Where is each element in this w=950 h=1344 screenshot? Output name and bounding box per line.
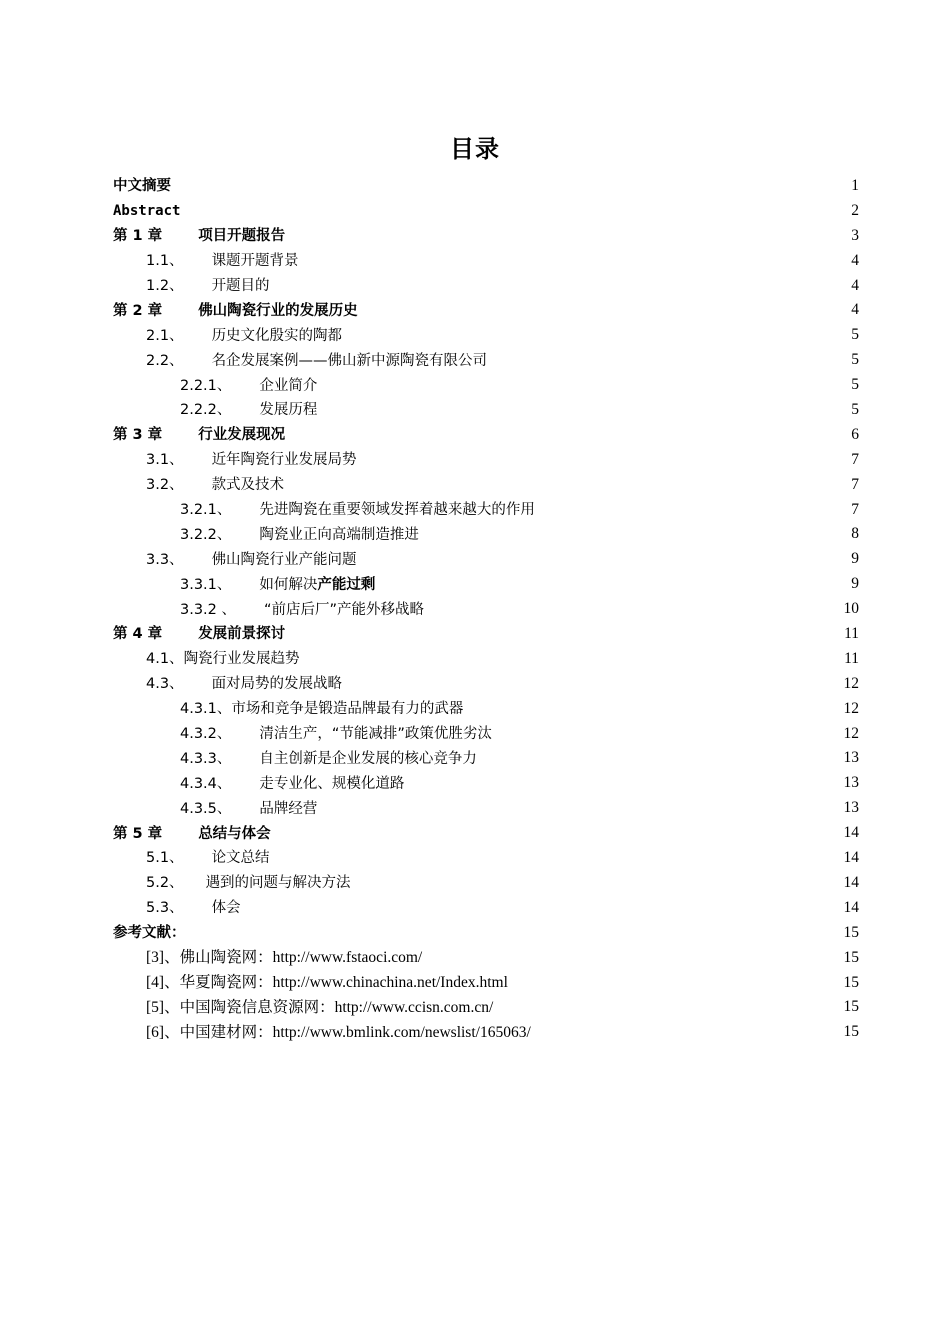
toc-entry-label: [6]、中国建材网：http://www.bmlink.com/newslist/165063/ <box>146 1023 531 1041</box>
toc-entry-label: 清洁生产，“节能减排”政策优胜劣汰 <box>259 726 492 743</box>
toc-entry-page-number: 10 <box>843 600 859 618</box>
toc-entry-number: 1.1、 <box>146 253 184 270</box>
toc-entry[interactable] <box>113 473 861 498</box>
toc-entry-page-number: 5 <box>851 326 859 344</box>
toc-entry-label: 历史文化殷实的陶都 <box>211 327 343 344</box>
toc-entry-label: 发展历程 <box>259 402 318 419</box>
toc-entry-page-number: 3 <box>851 226 859 244</box>
toc-entry[interactable] <box>113 946 861 971</box>
toc-entry-label: 市场和竞争是锻造品牌最有力的武器 <box>231 701 464 718</box>
toc-entry[interactable] <box>113 971 861 996</box>
toc-entry-number: 3.3.2 、 <box>180 601 237 618</box>
toc-entry-page-number: 12 <box>843 699 859 717</box>
toc-entry-page-number: 13 <box>843 749 859 767</box>
toc-entry-number: 第 5 章 <box>113 825 163 842</box>
toc-entry-label: 遇到的问题与解决方法 <box>205 875 351 892</box>
toc-list <box>113 174 861 1045</box>
toc-entry[interactable] <box>113 697 861 722</box>
toc-entry-number: 4.3、 <box>146 676 184 693</box>
toc-entry-number: 4.3.2、 <box>180 726 232 743</box>
toc-entry-page-number: 15 <box>843 998 859 1016</box>
toc-entry-page-number: 6 <box>851 425 859 443</box>
toc-entry-page-number: 11 <box>844 649 859 667</box>
toc-entry-page-number: 5 <box>851 351 859 369</box>
toc-entry-page-number: 13 <box>843 774 859 792</box>
toc-entry-text <box>146 324 342 348</box>
toc-entry-page-number: 12 <box>843 674 859 692</box>
toc-entry-text <box>180 797 317 821</box>
toc-title: 目录 <box>450 135 500 163</box>
toc-entry-page-number: 11 <box>844 625 859 643</box>
toc-entry-text <box>180 772 404 796</box>
toc-entry-text <box>180 573 375 597</box>
toc-entry-number: 2.1、 <box>146 327 184 344</box>
toc-entry-text <box>146 274 270 298</box>
toc-entry[interactable] <box>113 348 861 373</box>
toc-entry-text <box>180 722 492 746</box>
toc-entry[interactable] <box>113 398 861 423</box>
toc-entry-text <box>180 598 424 622</box>
toc-entry-label: 佛山陶瓷行业产能问题 <box>211 551 357 568</box>
toc-entry[interactable] <box>113 821 861 846</box>
toc-entry-page-number: 14 <box>843 873 859 891</box>
toc-entry-label-emphasis: 产能过剩 <box>317 576 376 593</box>
toc-entry-number: 4.3.4、 <box>180 775 232 792</box>
toc-entry-text <box>180 523 419 547</box>
toc-entry[interactable] <box>113 522 861 547</box>
toc-entry-page-number: 1 <box>851 177 859 194</box>
toc-entry-text <box>146 871 351 895</box>
toc-entry[interactable] <box>113 622 861 647</box>
toc-entry[interactable] <box>113 746 861 771</box>
toc-entry-label: “前店后厂”产能外移战略 <box>264 601 425 618</box>
toc-entry-label: 近年陶瓷行业发展局势 <box>211 452 357 469</box>
toc-entry[interactable] <box>113 298 861 323</box>
toc-entry-number: 2.2、 <box>146 352 184 369</box>
toc-entry-page-number: 13 <box>843 799 859 817</box>
toc-entry[interactable] <box>113 1020 861 1045</box>
toc-entry-page-number: 7 <box>851 500 859 518</box>
toc-entry-label: 项目开题报告 <box>198 228 286 245</box>
toc-entry-number: 3.1、 <box>146 452 184 469</box>
toc-entry-label: 名企发展案例——佛山新中源陶瓷有限公司 <box>211 352 488 369</box>
toc-entry-text <box>146 971 508 995</box>
toc-entry-label: [5]、中国陶瓷信息资源网：http://www.ccisn.com.cn/ <box>146 998 494 1016</box>
toc-entry[interactable] <box>113 224 861 249</box>
toc-entry-number: 3.2、 <box>146 477 184 494</box>
toc-entry-page-number: 15 <box>843 948 859 966</box>
toc-entry-label: [4]、华夏陶瓷网：http://www.chinachina.net/Index.html <box>146 973 508 991</box>
toc-entry-text <box>146 647 300 671</box>
toc-entry[interactable] <box>113 174 861 199</box>
toc-entry-text <box>113 299 358 323</box>
toc-entry-label: 如何解决 <box>259 576 318 593</box>
toc-entry[interactable] <box>113 921 861 946</box>
toc-entry-text <box>146 473 284 497</box>
toc-entry-page-number: 4 <box>851 276 859 294</box>
toc-entry-text <box>146 448 357 472</box>
toc-entry-number: 4.3.3、 <box>180 750 232 767</box>
toc-entry-label: 款式及技术 <box>211 477 285 494</box>
toc-entry-number: 3.2.2、 <box>180 526 232 543</box>
toc-entry-label: 参考文献： <box>113 925 186 942</box>
toc-entry[interactable] <box>113 547 861 572</box>
toc-entry-label: 品牌经营 <box>259 800 318 817</box>
toc-entry[interactable] <box>113 896 861 921</box>
toc-entry-text <box>146 548 357 572</box>
toc-entry-text <box>180 398 317 422</box>
toc-entry[interactable] <box>113 199 861 224</box>
toc-entry-number: 第 2 章 <box>113 302 163 319</box>
toc-entry-page-number: 2 <box>851 201 859 219</box>
toc-entry-number: 2.2.2、 <box>180 402 232 419</box>
toc-entry-label: 发展前景探讨 <box>198 626 286 643</box>
toc-entry-label: 面对局势的发展战略 <box>211 676 343 693</box>
toc-entry-label: 陶瓷行业发展趋势 <box>183 651 300 668</box>
toc-entry[interactable] <box>113 871 861 896</box>
toc-entry-page-number: 7 <box>851 475 859 493</box>
toc-entry-text <box>180 374 317 398</box>
toc-entry-text <box>113 224 285 248</box>
toc-entry-page-number: 9 <box>851 575 859 593</box>
toc-entry-number: 第 3 章 <box>113 427 163 444</box>
toc-entry[interactable] <box>113 274 861 299</box>
toc-entry-label: 走专业化、规模化道路 <box>259 775 405 792</box>
toc-entry-number: 3.2.1、 <box>180 502 232 519</box>
toc-entry-text <box>113 921 186 945</box>
toc-entry-number: 5.2、 <box>146 875 184 892</box>
toc-entry-number: 4.1、 <box>146 651 184 668</box>
toc-entry-page-number: 14 <box>843 898 859 916</box>
toc-entry-text <box>113 423 285 447</box>
toc-entry-label: 佛山陶瓷行业的发展历史 <box>198 302 358 319</box>
toc-entry[interactable] <box>113 249 861 274</box>
toc-entry-label: 总结与体会 <box>198 825 271 842</box>
toc-entry-text <box>146 1021 531 1045</box>
toc-entry-label: 论文总结 <box>211 850 270 867</box>
toc-entry[interactable] <box>113 448 861 473</box>
toc-entry-page-number: 15 <box>843 923 859 941</box>
toc-entry-number: 3.3、 <box>146 551 184 568</box>
toc-entry-page-number: 8 <box>851 525 859 543</box>
toc-entry-page-number: 14 <box>843 824 859 842</box>
toc-entry[interactable] <box>113 498 861 523</box>
toc-entry-number: 3.3.1、 <box>180 576 232 593</box>
toc-entry-text <box>113 174 171 198</box>
toc-entry-text <box>113 199 180 223</box>
toc-entry-number: 第 4 章 <box>113 626 163 643</box>
toc-entry-page-number: 5 <box>851 376 859 394</box>
toc-entry-label: 课题开题背景 <box>211 253 299 270</box>
toc-entry-label: 自主创新是企业发展的核心竞争力 <box>259 750 477 767</box>
toc-entry-label: 开题目的 <box>211 278 270 294</box>
toc-entry-label: 行业发展现况 <box>198 427 286 444</box>
toc-entry-text <box>146 896 241 920</box>
toc-entry-label: 企业简介 <box>259 377 318 394</box>
toc-entry-page-number: 15 <box>843 973 859 991</box>
toc-entry-number: 5.1、 <box>146 850 184 867</box>
toc-entry[interactable] <box>113 995 861 1020</box>
toc-entry-text <box>113 622 285 646</box>
toc-entry-number: 4.3.5、 <box>180 800 232 817</box>
toc-entry[interactable] <box>113 672 861 697</box>
toc-entry-label: 中文摘要 <box>113 178 171 195</box>
toc-entry-number: 第 1 章 <box>113 228 163 245</box>
toc-entry[interactable] <box>113 722 861 747</box>
toc-entry-number: 1.2、 <box>146 278 184 294</box>
toc-entry-number: 5.3、 <box>146 900 184 917</box>
toc-entry[interactable] <box>113 597 861 622</box>
toc-entry-text <box>146 996 493 1020</box>
toc-entry-page-number: 9 <box>851 550 859 568</box>
toc-entry-text <box>180 697 463 721</box>
toc-entry[interactable] <box>113 796 861 821</box>
toc-entry[interactable] <box>113 647 861 672</box>
toc-entry-label: 陶瓷业正向高端制造推进 <box>259 526 419 543</box>
toc-entry-page-number: 4 <box>851 251 859 269</box>
toc-entry-text <box>146 846 270 870</box>
toc-entry-text <box>180 498 535 522</box>
toc-entry-page-number: 14 <box>843 849 859 867</box>
toc-entry[interactable] <box>113 572 861 597</box>
toc-entry-page-number: 7 <box>851 450 859 468</box>
toc-entry-text <box>146 672 342 696</box>
toc-entry-text <box>113 822 271 846</box>
toc-entry[interactable] <box>113 423 861 448</box>
toc-entry-text <box>146 946 422 970</box>
toc-entry[interactable] <box>113 846 861 871</box>
toc-entry[interactable] <box>113 373 861 398</box>
toc-entry-text <box>146 349 487 373</box>
toc-entry-text <box>146 249 299 273</box>
toc-entry-page-number: 4 <box>851 301 859 319</box>
toc-entry[interactable] <box>113 323 861 348</box>
toc-entry-page-number: 15 <box>843 1023 859 1041</box>
toc-entry-text <box>180 747 477 771</box>
toc-entry-number: 4.3.1、 <box>180 701 232 718</box>
toc-entry[interactable] <box>113 771 861 796</box>
toc-entry-label: Abstract <box>113 203 181 220</box>
toc-entry-page-number: 12 <box>843 724 859 742</box>
toc-entry-label: 先进陶瓷在重要领域发挥着越来越大的作用 <box>259 502 535 519</box>
toc-entry-number: 2.2.1、 <box>180 377 232 394</box>
toc-entry-label: [3]、佛山陶瓷网：http://www.fstaoci.com/ <box>146 949 423 967</box>
toc-entry-page-number: 5 <box>851 401 859 419</box>
toc-entry-label: 体会 <box>211 900 241 917</box>
